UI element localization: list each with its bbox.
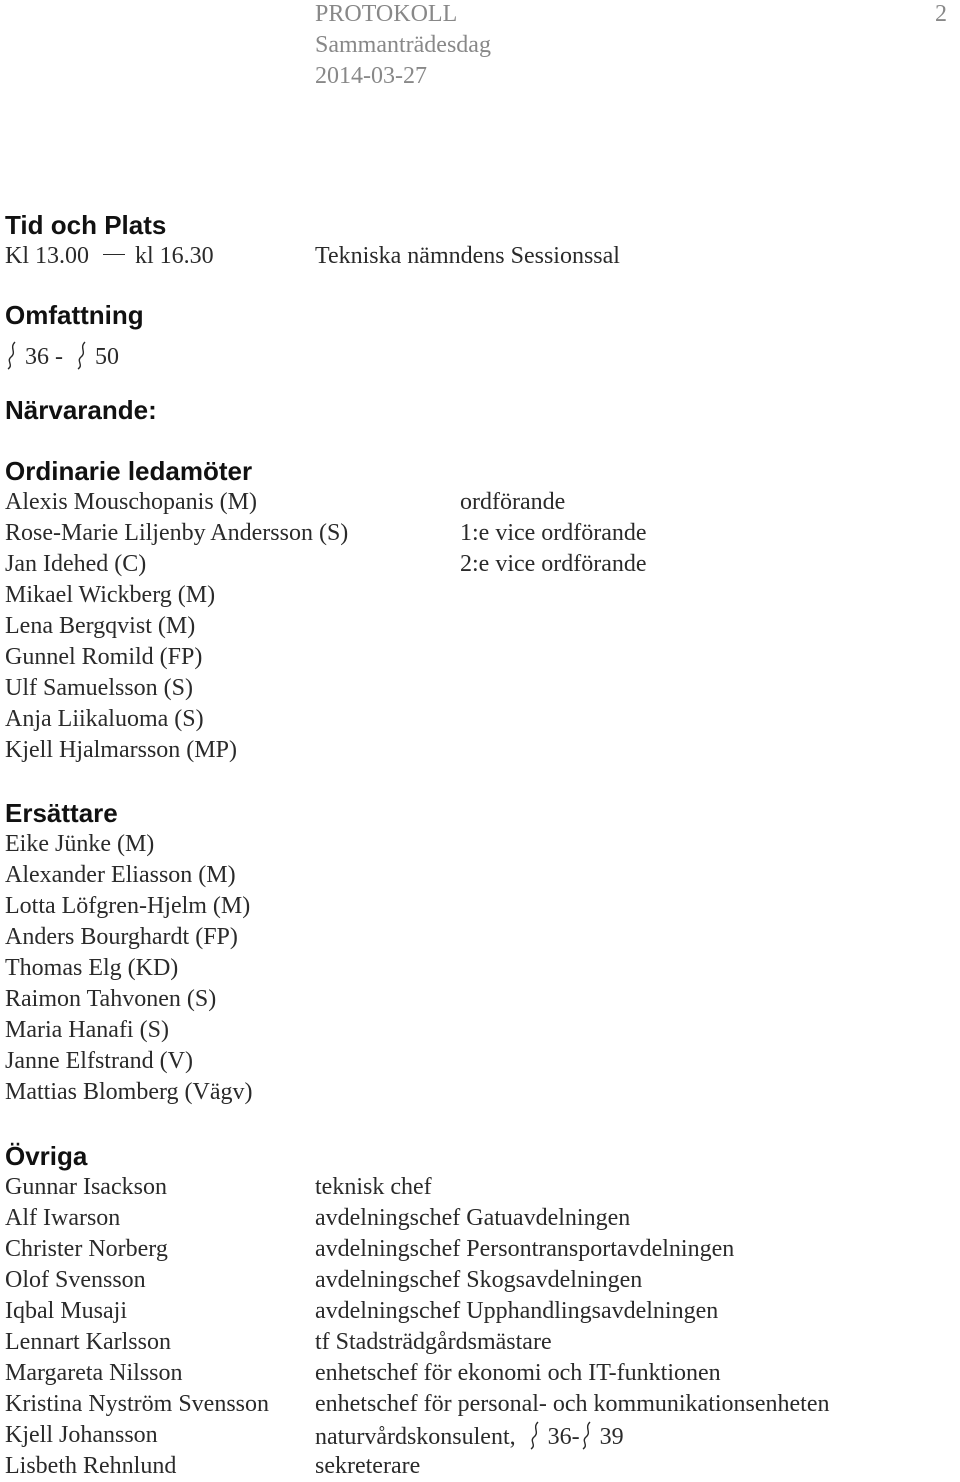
- list-item: Lotta Löfgren-Hjelm (M): [5, 893, 251, 919]
- time-dash: [103, 254, 125, 255]
- list-item: Alexander Eliasson (M): [5, 862, 236, 888]
- list-item: Christer Norberg: [5, 1236, 168, 1262]
- list-item: Gunnel Romild (FP): [5, 644, 203, 670]
- role-label: teknisk chef: [315, 1174, 432, 1200]
- section-sign-icon: [580, 1420, 594, 1450]
- narvarande-heading: Närvarande:: [5, 395, 157, 425]
- section-sign-icon: [528, 1420, 542, 1450]
- section-sign-icon: [5, 340, 19, 370]
- role-label: 2:e vice ordförande: [460, 551, 647, 577]
- meeting-place: Tekniska nämndens Sessionssal: [315, 243, 620, 269]
- list-item: Margareta Nilsson: [5, 1360, 183, 1386]
- list-item: Mattias Blomberg (Vägv): [5, 1079, 253, 1105]
- list-item: Thomas Elg (KD): [5, 955, 179, 981]
- role-label: [315, 1420, 830, 1451]
- role-label: 1:e vice ordförande: [460, 520, 647, 546]
- role-label: avdelningschef Upphandlingsavdelningen: [315, 1298, 719, 1324]
- section-sign-icon: [75, 340, 89, 370]
- list-item: Kjell Hjalmarsson (MP): [5, 737, 237, 763]
- list-item: Maria Hanafi (S): [5, 1017, 169, 1043]
- list-item: Anders Bourghardt (FP): [5, 924, 238, 950]
- role-label: avdelningschef Gatuavdelningen: [315, 1205, 631, 1231]
- page-number: 2: [935, 1, 947, 27]
- paragraph-range: [5, 340, 119, 373]
- role-label: enhetschef för ekonomi och IT-funktionen: [315, 1360, 721, 1386]
- list-item: Ulf Samuelsson (S): [5, 675, 193, 701]
- range-to: 50: [95, 344, 119, 370]
- time-start: Kl 13.00: [5, 243, 89, 269]
- meeting-time: [5, 241, 214, 272]
- role-label: avdelningschef Skogsavdelningen: [315, 1267, 643, 1293]
- role-text: naturvårdskonsulent,: [315, 1424, 516, 1450]
- list-item: Anja Liikaluoma (S): [5, 706, 204, 732]
- list-item: Kjell Johansson: [5, 1422, 158, 1448]
- range-from: 36 -: [25, 344, 63, 370]
- role-label: enhetschef för personal- och kommunikationsenheten: [315, 1391, 830, 1417]
- range-from: 36-: [547, 1424, 580, 1450]
- list-item: Janne Elfstrand (V): [5, 1048, 193, 1074]
- ersattare-list: [5, 829, 253, 1108]
- list-item: Alexis Mouschopanis (M): [5, 489, 257, 515]
- ersattare-heading: Ersättare: [5, 798, 118, 828]
- list-item: Rose-Marie Liljenby Andersson (S): [5, 520, 349, 546]
- list-item: Raimon Tahvonen (S): [5, 986, 217, 1012]
- list-item: Iqbal Musaji: [5, 1298, 127, 1324]
- role-label: sekreterare: [315, 1453, 421, 1479]
- list-item: Alf Iwarson: [5, 1205, 121, 1231]
- ovriga-roles: [315, 1172, 830, 1482]
- list-item: Eike Jünke (M): [5, 831, 155, 857]
- range-to: 39: [599, 1424, 624, 1450]
- document-subtitle: Sammanträdesdag: [315, 32, 491, 58]
- tid-och-plats-heading: Tid och Plats: [5, 210, 167, 240]
- ordinarie-roles: [460, 487, 647, 580]
- role-label: ordförande: [460, 489, 566, 515]
- document-date: 2014-03-27: [315, 63, 427, 89]
- list-item: Olof Svensson: [5, 1267, 146, 1293]
- ovriga-names: [5, 1172, 269, 1482]
- omfattning-heading: Omfattning: [5, 300, 144, 330]
- list-item: Jan Idehed (C): [5, 551, 147, 577]
- list-item: Kristina Nyström Svensson: [5, 1391, 269, 1417]
- ordinarie-list: [5, 487, 348, 766]
- time-end: kl 16.30: [135, 243, 214, 269]
- ovriga-heading: Övriga: [5, 1141, 88, 1171]
- role-label: tf Stadsträdgårdsmästare: [315, 1329, 552, 1355]
- list-item: Mikael Wickberg (M): [5, 582, 216, 608]
- list-item: Gunnar Isackson: [5, 1174, 167, 1200]
- role-label: avdelningschef Persontransportavdelningen: [315, 1236, 735, 1262]
- list-item: Lennart Karlsson: [5, 1329, 171, 1355]
- ordinarie-heading: Ordinarie ledamöter: [5, 456, 253, 486]
- list-item: Lena Bergqvist (M): [5, 613, 196, 639]
- list-item: Lisbeth Rehnlund: [5, 1453, 177, 1479]
- document-title: PROTOKOLL: [315, 1, 458, 27]
